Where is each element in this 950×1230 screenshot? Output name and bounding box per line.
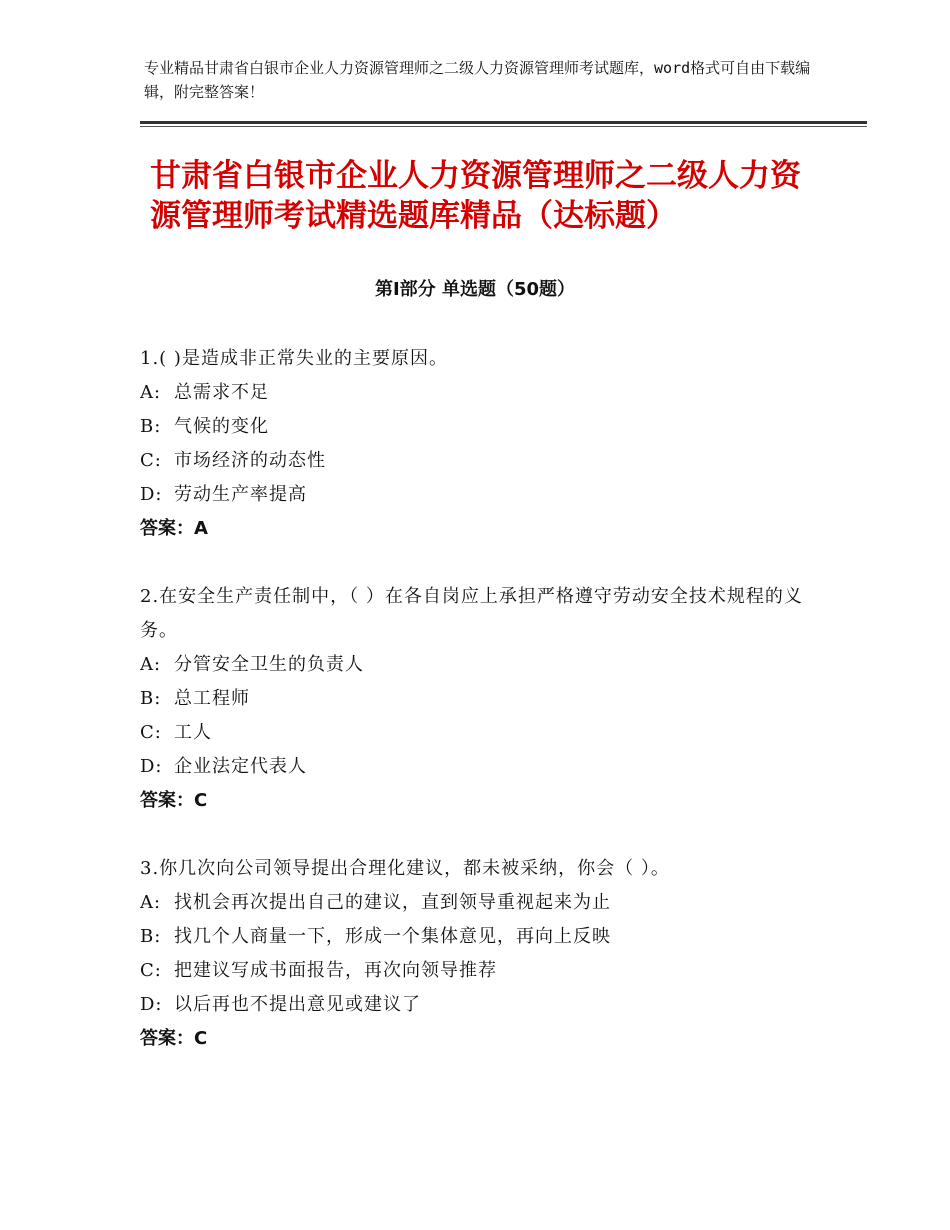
option-text: 分管安全卫生的负责人 <box>174 654 364 675</box>
option-text: 市场经济的动态性 <box>174 450 326 471</box>
option-d <box>140 478 820 512</box>
question-stem: 1.( )是造成非正常失业的主要原因。 <box>140 348 448 369</box>
header-divider-thick <box>140 121 867 124</box>
option-text: 劳动生产率提高 <box>174 484 307 505</box>
question-stem: 2.在安全生产责任制中，（ ）在各自岗应上承担严格遵守劳动安全技术规程的义务。 <box>140 586 803 641</box>
option-a <box>140 648 820 682</box>
option-key: C: <box>140 722 162 743</box>
option-b <box>140 410 820 444</box>
option-key: A: <box>140 892 162 913</box>
option-key: B: <box>140 926 162 947</box>
option-key: D: <box>140 994 163 1015</box>
option-c <box>140 716 820 750</box>
option-d <box>140 988 820 1022</box>
option-key: B: <box>140 416 162 437</box>
answer-label: 答案：A <box>140 518 208 539</box>
option-key: B: <box>140 688 162 709</box>
option-d <box>140 750 820 784</box>
option-text: 找机会再次提出自己的建议，直到领导重视起来为止 <box>174 892 611 913</box>
question-stem: 3.你几次向公司领导提出合理化建议，都未被采纳，你会（ ）。 <box>140 858 670 879</box>
option-b <box>140 920 820 954</box>
option-b <box>140 682 820 716</box>
header-note: 专业精品甘肃省白银市企业人力资源管理师之二级人力资源管理师考试题库，word格式可自由下载编辑，附完整答案！ <box>144 59 811 101</box>
answer-label: 答案：C <box>140 790 208 811</box>
option-text: 工人 <box>174 722 212 743</box>
question-list <box>140 342 820 1090</box>
option-text: 把建议写成书面报告，再次向领导推荐 <box>174 960 497 981</box>
option-text: 总需求不足 <box>174 382 269 403</box>
option-text: 以后再也不提出意见或建议了 <box>174 994 421 1015</box>
option-text: 气候的变化 <box>174 416 269 437</box>
answer-label: 答案：C <box>140 1028 208 1049</box>
section-title: 第Ⅰ部分 单选题（50题） <box>374 279 575 300</box>
option-c <box>140 444 820 478</box>
question-1 <box>140 342 820 546</box>
option-text: 找几个人商量一下，形成一个集体意见，再向上反映 <box>174 926 611 947</box>
header-divider-thin <box>140 126 867 127</box>
option-text: 总工程师 <box>174 688 250 709</box>
option-key: D: <box>140 484 163 505</box>
option-c <box>140 954 820 988</box>
option-key: A: <box>140 382 162 403</box>
option-a <box>140 376 820 410</box>
option-text: 企业法定代表人 <box>174 756 307 777</box>
option-key: C: <box>140 450 162 471</box>
option-a <box>140 886 820 920</box>
option-key: C: <box>140 960 162 981</box>
document-title: 甘肃省白银市企业人力资源管理师之二级人力资源管理师考试精选题库精品（达标题） <box>150 158 801 234</box>
question-2 <box>140 580 820 818</box>
question-3 <box>140 852 820 1056</box>
option-key: A: <box>140 654 162 675</box>
option-key: D: <box>140 756 163 777</box>
